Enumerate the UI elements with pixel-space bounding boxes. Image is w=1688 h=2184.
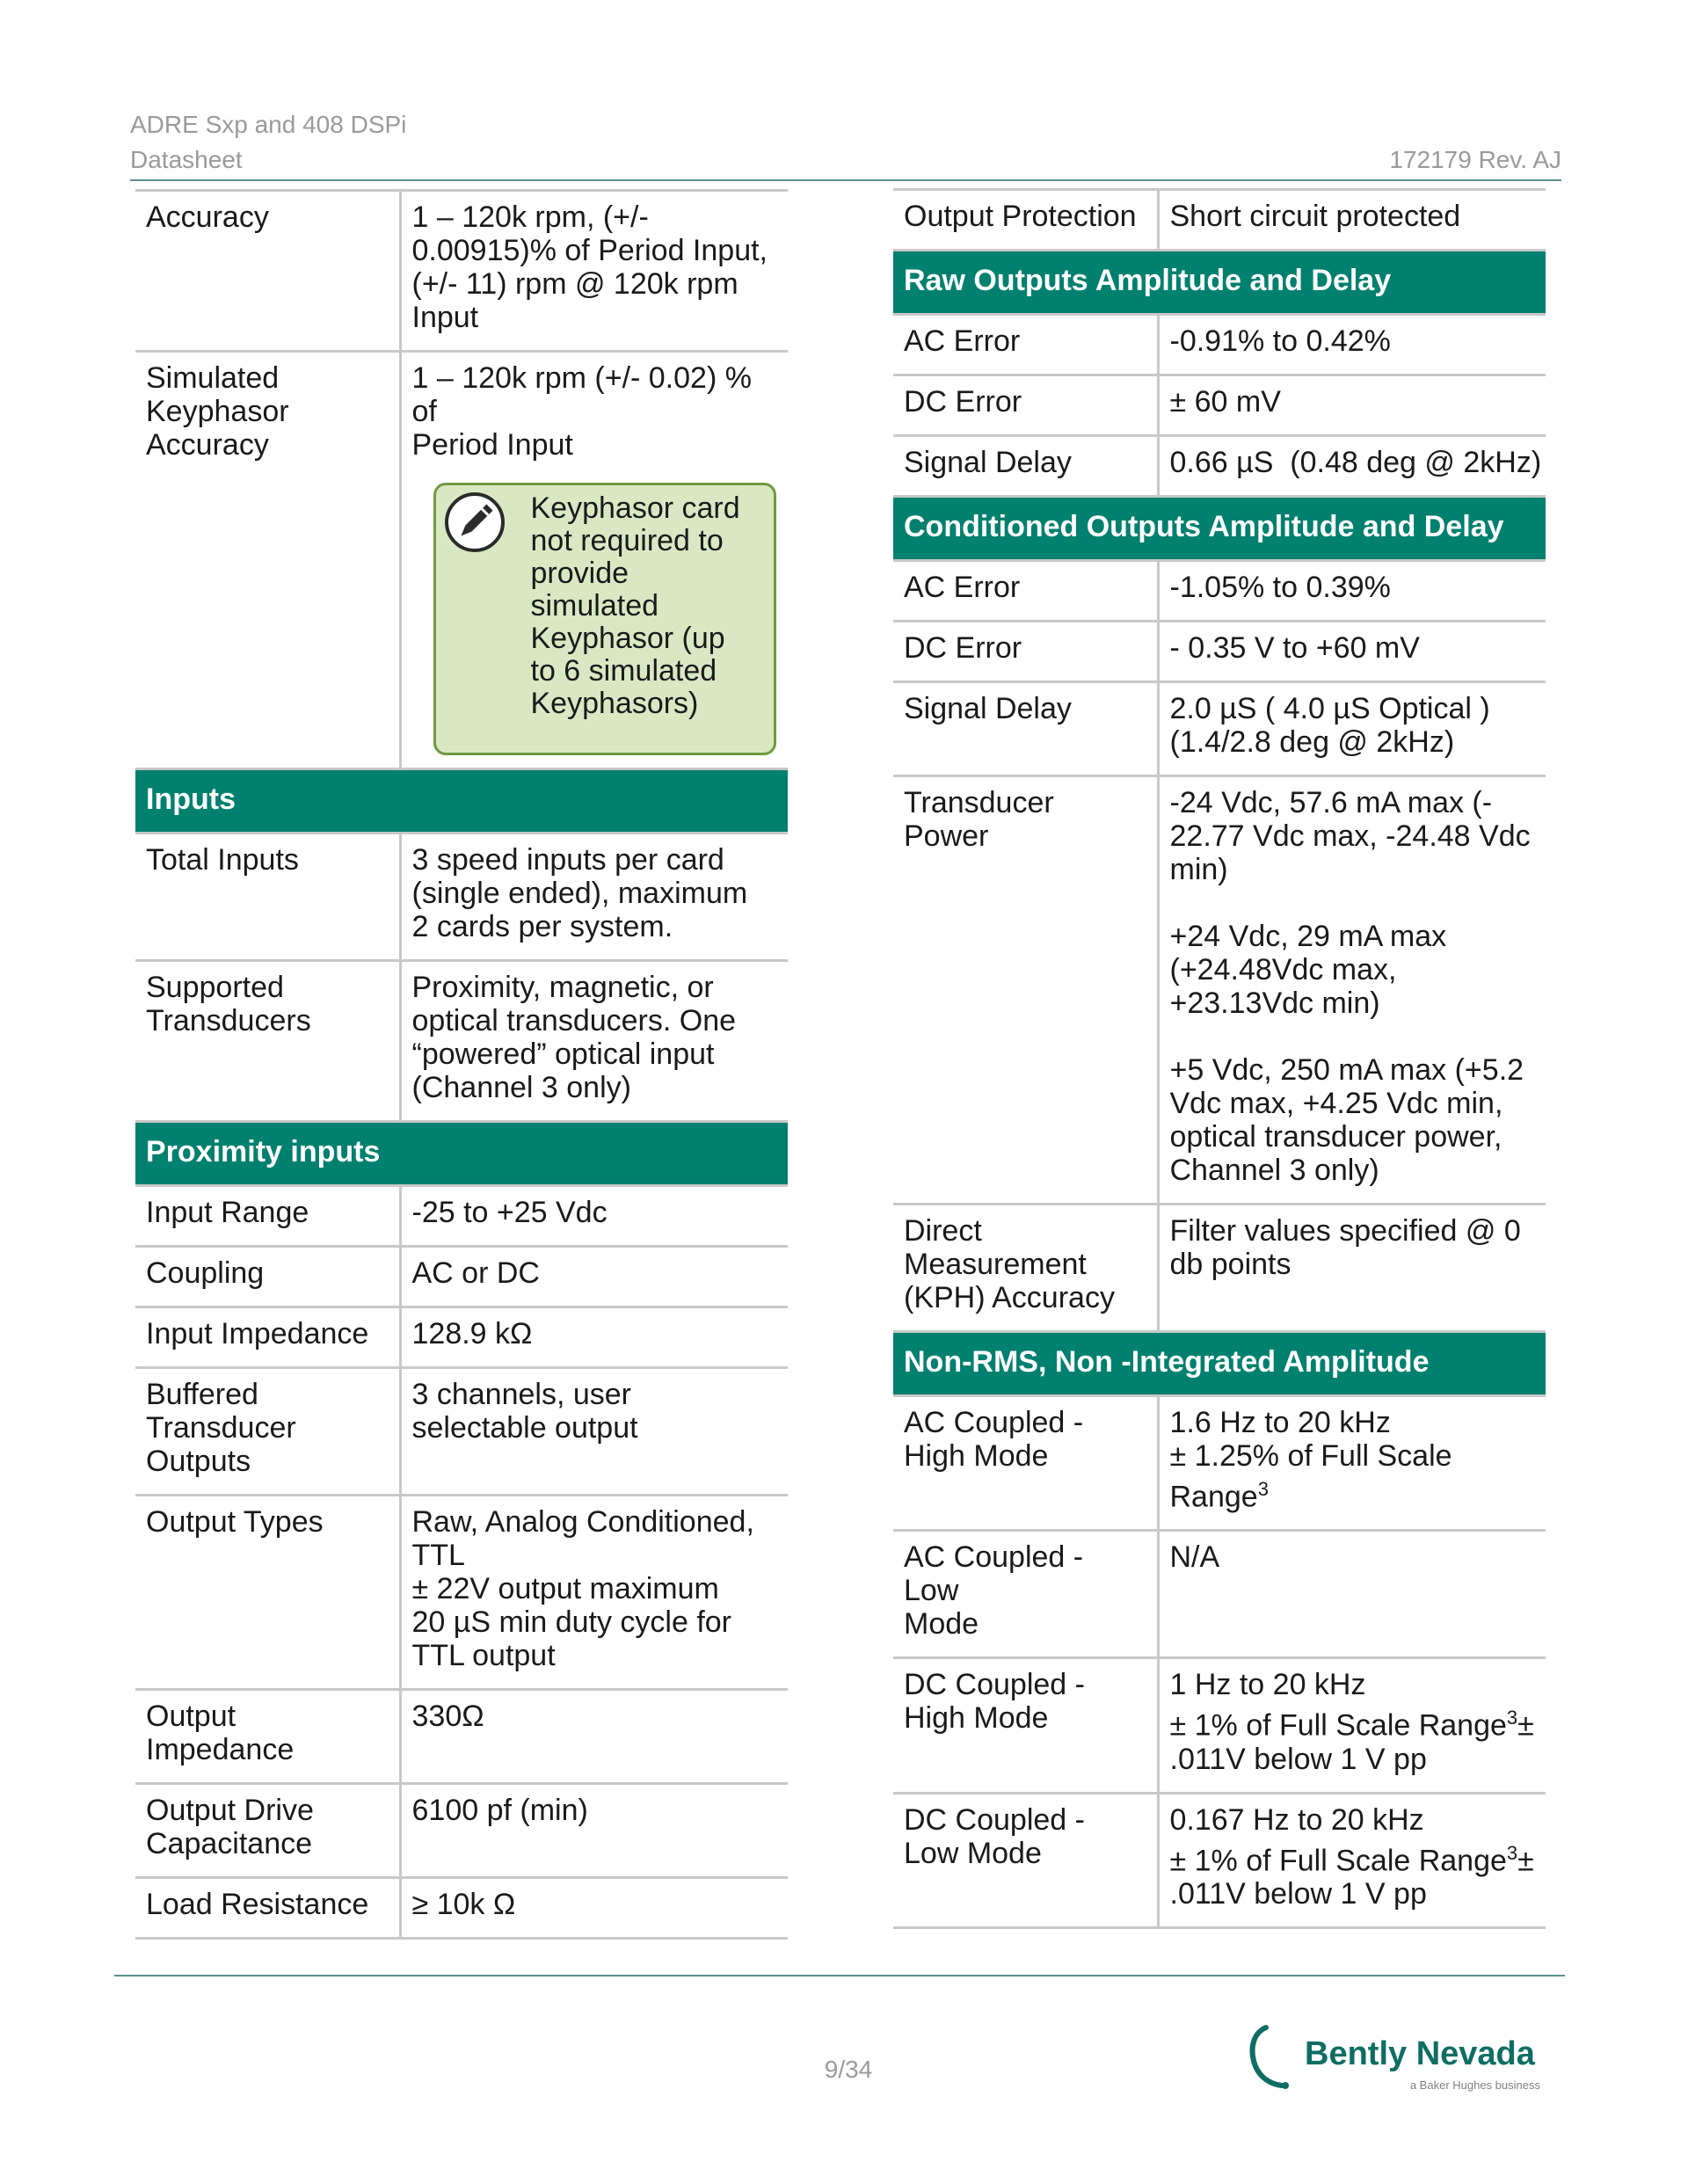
value-line: Vdc max, +4.25 Vdc min, (1169, 1087, 1503, 1120)
row-label (893, 1658, 1158, 1793)
label-line: Outputs (146, 1445, 251, 1478)
value-line: (single ended), maximum (411, 877, 748, 910)
label-line: Simulated (146, 361, 280, 395)
table-row (893, 436, 1546, 497)
logo-tagline: a Baker Hughes business (1409, 2078, 1540, 2092)
row-label (135, 352, 400, 769)
section-title-proximity-inputs: Proximity inputs (135, 1122, 788, 1186)
table-row (135, 191, 788, 352)
table-row (135, 1784, 788, 1878)
value-line: +5 Vdc, 250 mA max (+5.2 (1169, 1053, 1524, 1087)
value-line: +23.13Vdc min) (1169, 986, 1380, 1020)
label-line: Keyphasor (146, 395, 289, 428)
row-value: Short circuit protected (1158, 190, 1546, 251)
row-value: 0.66 µS (0.48 deg @ 2kHz) (1158, 436, 1546, 497)
value-line: min) (1169, 853, 1228, 886)
document-title: ADRE Sxp and 408 DSPi (130, 111, 407, 138)
footnote-ref: 3 (1506, 1707, 1518, 1729)
label-line: AC Coupled - Low (904, 1540, 1084, 1608)
note-line: provide (530, 557, 629, 590)
label-line: Measurement (904, 1248, 1087, 1281)
table-row (135, 1247, 788, 1307)
logo-name: Bently Nevada (1305, 2035, 1535, 2072)
page-number: 9/34 (824, 2056, 873, 2083)
row-value: 128.9 kΩ (400, 1307, 788, 1368)
row-label: Input Impedance (135, 1307, 400, 1368)
logo-mark-icon (1247, 2020, 1299, 2091)
value-line: (+24.48Vdc max, (1169, 953, 1397, 986)
row-value: N/A (1158, 1531, 1546, 1658)
value-line: 1 – 120k rpm (+/- 0.02) % of (411, 361, 752, 428)
value-line: Filter values specified @ 0 (1169, 1214, 1521, 1248)
label-line: Power (904, 819, 989, 853)
label-line: DC Coupled - (904, 1802, 1085, 1837)
row-value: 330Ω (400, 1690, 788, 1784)
row-label (893, 1793, 1158, 1927)
note-line: Keyphasors) (530, 687, 699, 720)
table-row (135, 834, 788, 961)
value-line: 20 µS min duty cycle for (411, 1605, 732, 1639)
row-label (135, 1784, 400, 1878)
page-header (130, 107, 1561, 181)
value-line: 1.6 Hz to 20 kHz (1169, 1406, 1391, 1439)
section-header-row (135, 1122, 788, 1186)
label-line: Accuracy (146, 428, 269, 462)
value-line (1170, 1701, 1536, 1742)
value-line: (1.4/2.8 deg @ 2kHz) (1169, 725, 1455, 759)
bently-nevada-logo (1247, 2020, 1546, 2100)
value-line (1170, 1473, 1536, 1513)
row-label (893, 776, 1158, 1205)
note-line: to 6 simulated (530, 654, 717, 688)
note-line: Keyphasor (up (530, 622, 725, 655)
row-value: AC or DC (400, 1247, 788, 1307)
paragraph-gap (1170, 886, 1536, 920)
note-callout (433, 483, 776, 755)
value-line: 22.77 Vdc max, -24.48 Vdc (1169, 819, 1531, 853)
value-line: .011V below 1 V pp (1169, 1742, 1427, 1776)
value-line: -24 Vdc, 57.6 mA max (- (1169, 786, 1493, 819)
row-label: Signal Delay (893, 682, 1158, 776)
row-label (893, 1531, 1158, 1658)
label-line: AC Coupled - (904, 1406, 1084, 1439)
row-value (1158, 1793, 1546, 1927)
row-label (893, 1396, 1158, 1531)
note-line: Keyphasor card (530, 491, 740, 525)
row-label: Accuracy (135, 191, 400, 352)
value-line: “powered” optical input (411, 1037, 715, 1071)
value-line: Raw, Analog Conditioned, (411, 1505, 754, 1539)
row-label: Output Types (135, 1496, 400, 1690)
value-line: .011V below 1 V pp (1169, 1876, 1427, 1911)
table-row (893, 1205, 1546, 1332)
row-label (893, 1205, 1158, 1332)
document-number: 172179 Rev. AJ (1389, 146, 1561, 173)
row-value (400, 1368, 788, 1496)
table-row (893, 776, 1546, 1205)
label-line: Output Drive (146, 1794, 314, 1827)
table-row (135, 1690, 788, 1784)
value-line: optical transducer power, (1169, 1120, 1502, 1154)
row-value: - 0.35 V to +60 mV (1158, 622, 1546, 682)
value-text: ± (1517, 1843, 1534, 1877)
table-row (893, 1658, 1546, 1793)
table-row (893, 622, 1546, 682)
value-line: selectable output (411, 1411, 638, 1445)
value-line: Channel 3 only) (1169, 1154, 1379, 1187)
row-value: 6100 pf (min) (400, 1784, 788, 1878)
label-line: Impedance (146, 1733, 295, 1766)
row-value (400, 1496, 788, 1690)
value-line: Period Input (411, 428, 573, 462)
row-value (400, 961, 788, 1122)
table-row (893, 1396, 1546, 1531)
section-title-conditioned-outputs: Conditioned Outputs Amplitude and Delay (893, 497, 1546, 561)
value-line: TTL output (411, 1639, 556, 1672)
row-value: ≥ 10k Ω (400, 1878, 788, 1939)
paragraph-gap (1170, 1020, 1536, 1053)
row-label (135, 1368, 400, 1496)
row-label: Signal Delay (893, 436, 1158, 497)
table-row (135, 1368, 788, 1496)
value-line: ± 1.25% of Full Scale (1169, 1439, 1452, 1473)
label-line: DC Coupled - (904, 1668, 1085, 1702)
label-line: Supported (146, 971, 284, 1004)
section-header-row (893, 497, 1546, 561)
value-line: 3 speed inputs per card (411, 843, 724, 877)
value-line: Input (411, 301, 479, 334)
header-title-block (130, 107, 406, 178)
label-line: High Mode (904, 1701, 1049, 1736)
section-header-row (135, 769, 788, 834)
table-row (893, 375, 1546, 436)
document-subtitle: Datasheet (130, 146, 243, 173)
value-line: 3 channels, user (411, 1378, 631, 1411)
footnote-ref: 3 (1257, 1478, 1269, 1500)
section-title-inputs: Inputs (135, 769, 788, 834)
value-line (1170, 1837, 1536, 1877)
value-line: optical transducers. One (411, 1004, 737, 1037)
section-title-non-rms: Non-RMS, Non -Integrated Amplitude (893, 1332, 1546, 1396)
row-value (400, 352, 788, 769)
section-title-raw-outputs: Raw Outputs Amplitude and Delay (893, 251, 1546, 315)
label-line: Mode (904, 1607, 979, 1642)
row-label (135, 961, 400, 1122)
row-value: -1.05% to 0.39% (1158, 561, 1546, 622)
label-line: Buffered (146, 1378, 258, 1411)
label-line: Transducer (146, 1411, 296, 1445)
row-value (1158, 682, 1546, 776)
table-row (893, 682, 1546, 776)
value-line: 2.0 µS ( 4.0 µS Optical ) (1169, 692, 1490, 725)
value-line: 2 cards per system. (411, 910, 673, 943)
table-row (893, 315, 1546, 375)
label-line: Transducer (904, 786, 1054, 819)
row-value (1158, 1396, 1546, 1531)
row-label: Total Inputs (135, 834, 400, 961)
row-label: Coupling (135, 1247, 400, 1307)
value-line: 0.167 Hz to 20 kHz (1169, 1802, 1424, 1837)
table-row (135, 1496, 788, 1690)
value-line: ± 22V output maximum (411, 1572, 719, 1605)
label-line: (KPH) Accuracy (904, 1281, 1115, 1314)
value-text: ± 1% of Full Scale Range (1169, 1708, 1507, 1743)
value-line: +24 Vdc, 29 mA max (1169, 920, 1447, 953)
row-value: -0.91% to 0.42% (1158, 315, 1546, 375)
row-value: -25 to +25 Vdc (400, 1186, 788, 1247)
value-line: 0.00915)% of Period Input, (411, 234, 768, 267)
row-value (1158, 1658, 1546, 1793)
note-text (531, 492, 768, 720)
row-label: AC Error (893, 561, 1158, 622)
row-label (135, 1690, 400, 1784)
label-line: Low Mode (904, 1836, 1042, 1870)
row-label: Load Resistance (135, 1878, 400, 1939)
value-line: 1 – 120k rpm, (+/- (411, 200, 649, 234)
row-value (400, 191, 788, 352)
footnote-ref: 3 (1506, 1841, 1518, 1864)
table-row (135, 1307, 788, 1368)
value-text: Range (1169, 1480, 1258, 1514)
row-value (1158, 776, 1546, 1205)
label-line: High Mode (904, 1439, 1049, 1473)
section-header-row (893, 1332, 1546, 1396)
table-row (893, 190, 1546, 251)
label-line: Output (146, 1700, 236, 1733)
row-label: Output Protection (893, 190, 1158, 251)
row-label: DC Error (893, 375, 1158, 436)
value-text: ± 1% of Full Scale Range (1169, 1843, 1507, 1877)
table-row (893, 1793, 1546, 1927)
footer-divider (114, 1975, 1565, 1977)
note-line: not required to (530, 524, 724, 557)
table-row (135, 961, 788, 1122)
row-label: DC Error (893, 622, 1158, 682)
value-line: TTL (411, 1539, 465, 1572)
value-line: Proximity, magnetic, or (411, 971, 714, 1004)
left-spec-table (135, 189, 788, 1940)
value-text: ± (1517, 1708, 1534, 1743)
pencil-icon (441, 489, 508, 556)
label-line: Capacitance (146, 1827, 313, 1860)
table-row (893, 1531, 1546, 1658)
value-line: (Channel 3 only) (411, 1071, 631, 1104)
row-label: AC Error (893, 315, 1158, 375)
table-row (135, 1186, 788, 1247)
row-value: ± 60 mV (1158, 375, 1546, 436)
label-line: Transducers (146, 1004, 311, 1037)
table-row (135, 1878, 788, 1939)
row-label: Input Range (135, 1186, 400, 1247)
value-line: db points (1169, 1248, 1291, 1281)
right-spec-table (893, 188, 1546, 1929)
value-line: (+/- 11) rpm @ 120k rpm (411, 267, 738, 301)
note-line: simulated (530, 589, 659, 622)
row-value (400, 834, 788, 961)
label-line: Direct (904, 1214, 982, 1248)
value-line: 1 Hz to 20 kHz (1169, 1668, 1366, 1702)
table-row (893, 561, 1546, 622)
row-value (1158, 1205, 1546, 1332)
table-row (135, 352, 788, 769)
section-header-row (893, 251, 1546, 315)
